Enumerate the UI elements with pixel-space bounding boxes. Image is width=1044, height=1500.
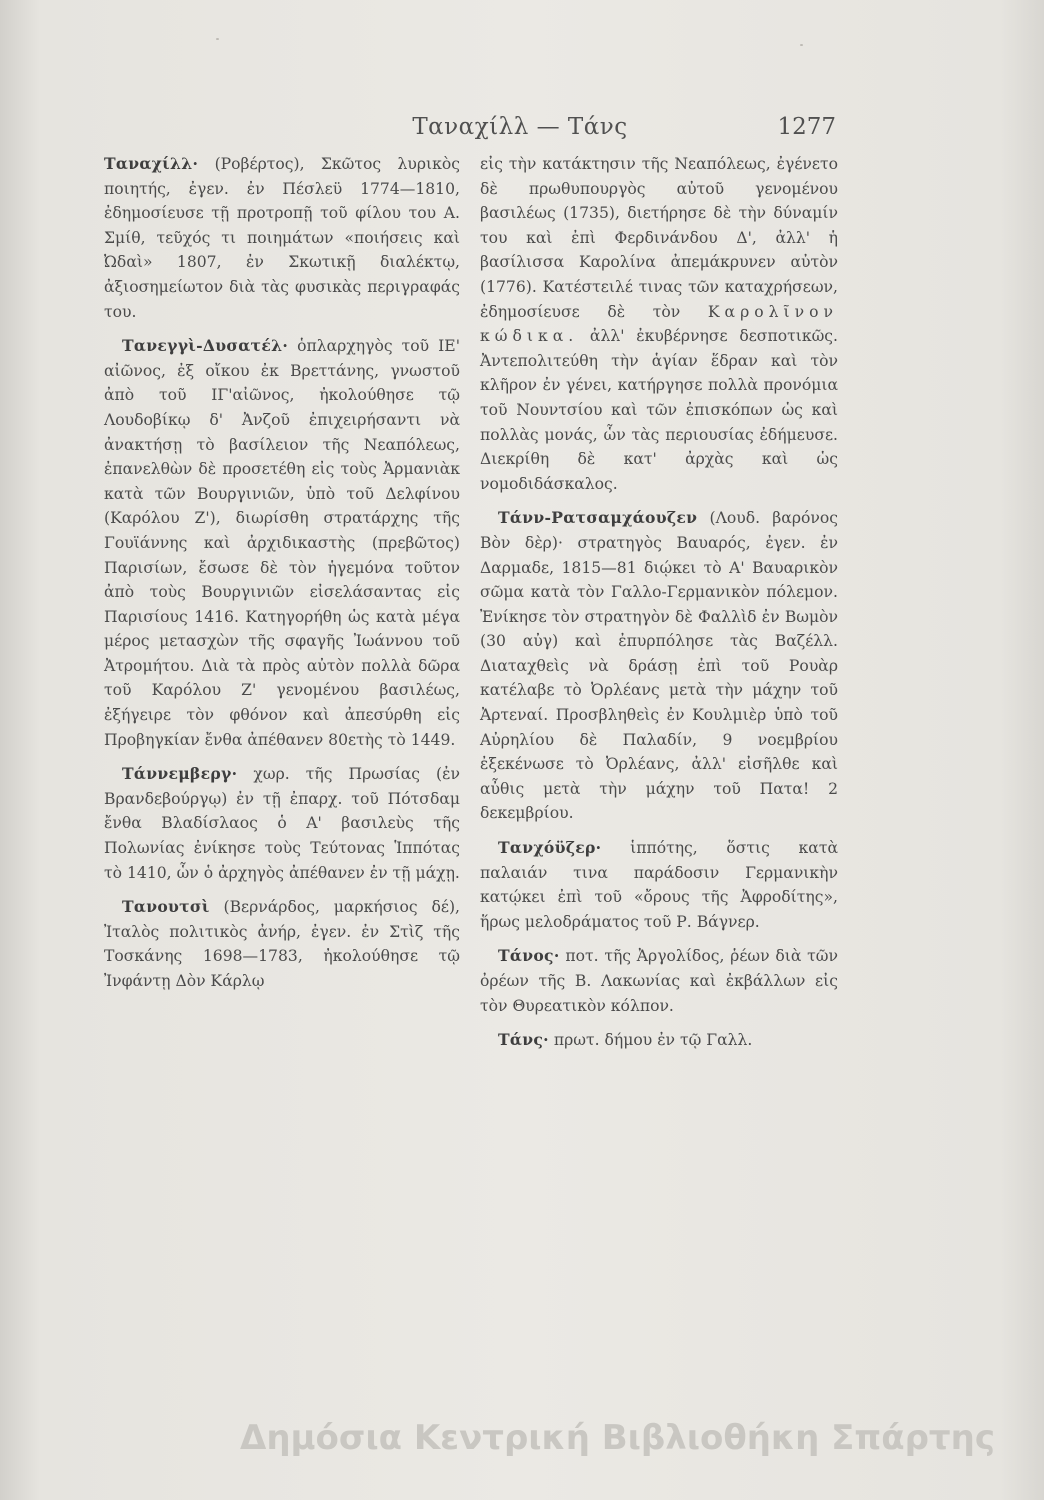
- page-number: 1277: [777, 114, 836, 140]
- headword: Τάνς·: [498, 1030, 549, 1050]
- entry-text: ἀλλ' ἐκυβέρνησε δεσποτικῶς. Ἀντεπολιτεύθη τὴν ἁγίαν ἕδραν καὶ τὸν κλῆρον ἐν γένει, κατήργησε πολλὰ προνόμια τοῦ Νουντσίου καὶ τῶν ἐπισκόπων ὡς καὶ πολλὰς μονάς, ὧν τὰς περιουσίας ἐδήμευσε. Διεκρίθη δὲ κατ' ἀρχὰς καὶ ὡς νομοδιδάσκαλος.: [480, 327, 838, 493]
- running-head: [0, 114, 1044, 144]
- entry: [480, 506, 838, 826]
- entry: [104, 152, 460, 324]
- entry-text: ποτ. τῆς Ἀργολίδος, ῥέων διὰ τῶν ὀρέων τῆς Β. Λακωνίας καὶ ἐκβάλλων εἰς τὸν Θυρεατικὸν κόλπον.: [480, 947, 838, 1015]
- entry-text: (Βερνάρδος, μαρκήσιος δέ), Ἰταλὸς πολιτικὸς ἀνήρ, ἐγεν. ἐν Στὶζ τῆς Τοσκάνης 1698—1783, ἠκολούθησε τῷ Ἰνφάντῃ Δὸν Κάρλῳ: [104, 898, 460, 990]
- headword: Τανεγγὶ-Δυσατέλ·: [122, 336, 289, 356]
- paper-speck: [800, 44, 803, 46]
- entry-text: ὁπλαρχηγὸς τοῦ ΙΕ' αἰῶνος, ἐξ οἴκου ἐκ Βρεττάνης, γνωστοῦ ἀπὸ τοῦ ΙΓ'αἰῶνος, ἠκολούθησε τῷ Λουδοβίκῳ δ' Ἀνζοῦ ἐπιχειρήσαντι νὰ ἀνακτήσῃ τὸ βασίλειον τῆς Νεαπόλεως, ἐπανελθὼν δὲ προσετέθη εἰς τοὺς Ἀρμανιὰκ κατὰ τῶν Βουργινιῶν, ὑπὸ τοῦ Δελφίνου (Καρόλου Ζ'), διωρίσθη στρατάρχης τῆς Γουϊάννης καὶ ἀρχιδικαστὴς (πρεβῶτος) Παρισίων, ἔσωσε δὲ τὸν ἡγεμόνα τοῦτον ἀπὸ τοὺς Βουργινιῶν εἰσελάσαντας εἰς Παρισίους 1416. Κατηγορήθη ὡς κατὰ μέγα μέρος μετασχὼν τῆς σφαγῆς Ἰωάννου τοῦ Ἀτρομήτου. Διὰ τὰ πρὸς αὐτὸν πολλὰ δῶρα τοῦ Καρόλου Ζ' γενομένου βασιλέως, ἐξήγειρε τὸν φθόνον καὶ ἀπεσύρθη εἰς Προβηγκίαν ἔνθα ἀπέθανεν 80ετὴς τὸ 1449.: [104, 337, 460, 749]
- entry-continuation: [480, 152, 838, 496]
- entry-text: χωρ. τῆς Πρωσίας (ἐν Βρανδεβούργῳ) ἐν τῇ ἐπαρχ. τοῦ Πότσδαμ ἔνθα Βλαδίσλαος ὁ Α' βασιλεὺς τῆς Πολωνίας ἐνίκησε τοὺς Τεύτονας Ἱππότας τὸ 1410, ὧν ὁ ἀρχηγὸς ἀπέθανεν ἐν τῇ μάχῃ.: [104, 765, 460, 882]
- headword: Ταναχίλλ·: [104, 154, 199, 173]
- spaced-title: Καρολῖνον κώδικα.: [480, 302, 838, 346]
- headword: Τανχόϋζερ·: [498, 838, 602, 858]
- headword: Τανουτσὶ: [122, 897, 210, 917]
- paper-speck: [216, 38, 219, 40]
- running-title: Ταναχίλλ — Τάνς: [412, 114, 628, 140]
- entry-text: ἱππότης, ὅστις κατὰ παλαιάν τινα παράδοσιν Γερμανικὴν κατῴκει ἐπὶ τοῦ «ὄρους τῆς Ἀφροδίτης», ἥρως μελοδράματος τοῦ Ρ. Βάγνερ.: [480, 839, 838, 931]
- library-watermark: Δημόσια Κεντρική Βιβλιοθήκη Σπάρτης: [240, 1418, 995, 1458]
- entry-text: πρωτ. δήμου ἐν τῷ Γαλλ.: [553, 1031, 753, 1050]
- left-column: [104, 152, 460, 1004]
- entry: [104, 762, 460, 885]
- entry: [104, 895, 460, 993]
- entry: [480, 1028, 838, 1053]
- entry-text: εἰς τὴν κατάκτησιν τῆς Νεαπόλεως, ἐγένετο δὲ πρωθυπουργὸς αὐτοῦ γενομένου βασιλέως (1735), διετήρησε δὲ τὴν δύναμίν του καὶ ἐπὶ Φερδινάνδου Δ', ἀλλ' ἡ βασίλισσα Καρολίνα ἀπεμάκρυνεν αὐτὸν (1776). Κατέστειλέ τινας τῶν καταχρήσεων, ἐδημοσίευσε δὲ τὸν: [480, 155, 838, 321]
- headword: Τάνος·: [498, 946, 560, 966]
- headword: Τάννεμβεργ·: [122, 764, 238, 784]
- entry-text: (Λουδ. βαρόνος Βὸν δὲρ)· στρατηγὸς Βαυαρός, ἐγεν. ἐν Δαρμαδε, 1815—81 διῴκει τὸ Α' Βαυαρικὸν σῶμα κατὰ τὸν Γαλλο-Γερμανικὸν πόλεμον. Ἐνίκησε τὸν στρατηγὸν δὲ Φαλλὶδ ἐν Βωμὸν (30 αὐγ) καὶ ἐπυρπόλησε τὰς Βαζέλλ. Διαταχθεὶς νὰ δράσῃ ἐπὶ τοῦ Ρουὰρ κατέλαβε τὸ Ὀρλέανς μετὰ τὴν μάχην τοῦ Ἀρτεναί. Προσβληθεὶς ἐν Κουλμιὲρ ὑπὸ τοῦ Αὐρηλίου δὲ Παλαδίν, 9 νοεμβρίου ἐξεκένωσε τὸ Ὀρλέανς, ἀλλ' εἰσῆλθε καὶ αὖθις μετὰ τὴν μάχην τοῦ Πατα! 2 δεκεμβρίου.: [480, 509, 838, 823]
- entry: [480, 836, 838, 934]
- headword: Τάνν-Ρατσαμχάουζεν: [498, 508, 698, 528]
- right-column: [480, 152, 838, 1063]
- entry: [480, 944, 838, 1018]
- entry: [104, 334, 460, 752]
- entry-text: (Ροβέρτος), Σκῶτος λυρικὸς ποιητής, ἐγεν. ἐν Πέσλεϋ 1774—1810, ἐδημοσίευσε τῇ προτροπῇ τοῦ φίλου του Α. Σμίθ, τεῦχός τι ποιημάτων «ποιήσεις καὶ Ὠδαὶ» 1807, ἐν Σκωτικῇ διαλέκτῳ, ἀξιοσημείωτον διὰ τὰς φυσικὰς περιγραφάς του.: [104, 155, 460, 321]
